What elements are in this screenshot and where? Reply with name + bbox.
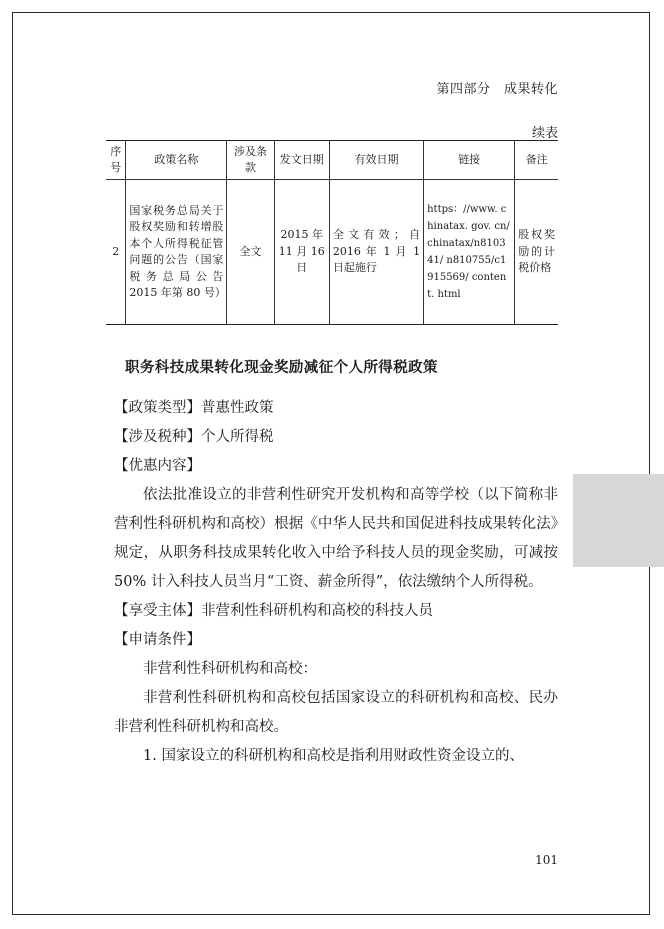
running-header: 第四部分 成果转化 [436,82,558,97]
page-number: 101 [535,853,558,867]
policy-body [114,394,558,771]
chapter-side-tab [573,474,664,567]
col-header-link: 链接 [424,141,515,180]
col-header-effective: 有效日期 [329,141,423,180]
continued-label: 续表 [531,126,558,141]
condition-intro: 非营利性科研机构和高校： [143,661,317,677]
table-row [106,180,558,325]
cell-clause: 全文 [227,180,274,325]
tax-type-line: 【涉及税种】个人所得税 [114,429,274,445]
col-header-name: 政策名称 [126,141,227,180]
cell-issue-date: 2015 年 11 月 16 日 [274,180,329,325]
cell-policy-name: 国家税务总局关于股权奖励和转增股本个人所得税征管问题的公告（国家税务总局公告 2015 年第 80 号） [126,180,227,325]
section-title: 职务科技成果转化现金奖励减征个人所得税政策 [125,360,438,376]
col-header-issue-date: 发文日期 [274,141,329,180]
col-header-no: 序号 [106,141,126,180]
cell-note: 股权奖励的计税价格 [515,180,558,325]
col-header-clause: 涉及条款 [227,141,274,180]
cell-effective-date: 全文有效；自 2016 年 1 月 1 日起施行 [329,180,423,325]
benefit-heading: 【优惠内容】 [114,458,201,474]
cell-link[interactable]: https：//www. chinatax. gov. cn/ chinatax/n810341/ n810755/c1915569/ content. html [424,180,515,325]
policy-type-line: 【政策类型】普惠性政策 [114,400,274,416]
policy-table [106,140,558,325]
table-header-row [106,141,558,180]
subject-line: 【享受主体】非营利性科研机构和高校的科技人员 [114,603,433,619]
cell-no: 2 [106,180,126,325]
condition-item-1: 1. 国家设立的科研机构和高校是指利用财政性资金设立的、 [143,748,524,764]
benefit-paragraph: 依法批准设立的非营利性研究开发机构和高等学校（以下简称非营利性科研机构和高校）根据《中华人民共和国促进科技成果转化法》规定，从职务科技成果转化收入中给予科技人员的现金奖励，可减按 50% 计入科技人员当月“工资、薪金所得”，依法缴纳个人所得税。 [114,487,558,590]
condition-paragraph: 非营利性科研机构和高校包括国家设立的科研机构和高校、民办非营利性科研机构和高校。 [114,690,558,735]
col-header-note: 备注 [515,141,558,180]
conditions-heading: 【申请条件】 [114,632,201,648]
